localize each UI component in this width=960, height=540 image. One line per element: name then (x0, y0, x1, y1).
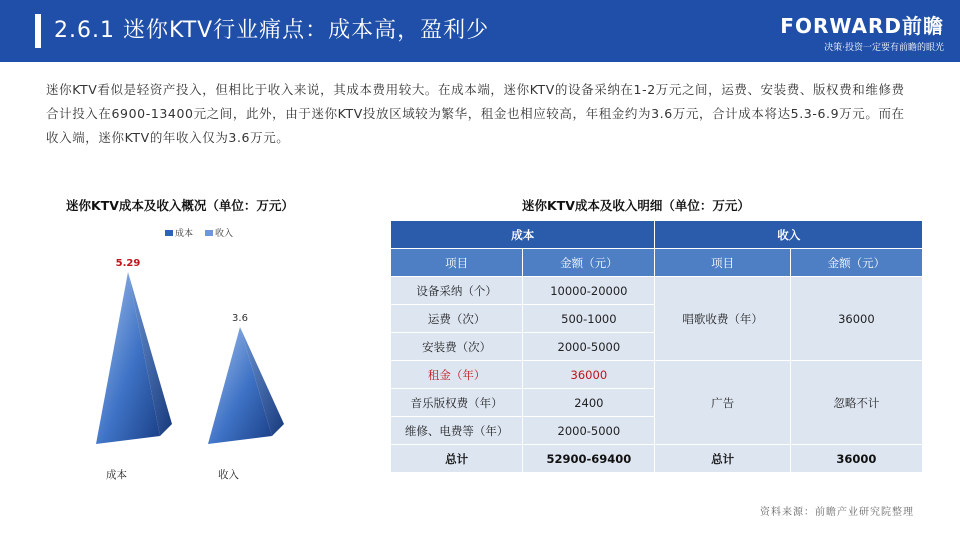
brand-logo: FORWARD前瞻 (780, 14, 944, 38)
brand-slogan: 决策·投资一定要有前瞻的眼光 (824, 43, 944, 53)
cost-amount: 500-1000 (523, 305, 655, 333)
title-accent-bar (35, 14, 41, 48)
col-item-income: 项目 (655, 249, 790, 277)
cost-item: 设备采纳（个） (391, 277, 523, 305)
income-total-value: 36000 (790, 445, 922, 473)
cost-income-table (390, 220, 923, 473)
cost-item-highlight: 租金（年） (391, 361, 523, 389)
table-title: 迷你KTV成本及收入明细（单位：万元） (522, 198, 750, 213)
cost-item: 维修、电费等（年） (391, 417, 523, 445)
cost-amount: 2000-5000 (523, 417, 655, 445)
legend-label: 收入 (215, 229, 234, 239)
brand-block (780, 10, 944, 53)
chart-title: 迷你KTV成本及收入概况（单位：万元） (66, 198, 294, 213)
data-label: 3.6 (232, 312, 248, 324)
data-label: 5.29 (115, 258, 141, 269)
income-header: 收入 (655, 221, 923, 249)
cost-item: 音乐版权费（年） (391, 389, 523, 417)
legend-label: 成本 (175, 229, 194, 239)
col-amount-cost: 金额（元） (523, 249, 655, 277)
col-item-cost: 项目 (391, 249, 523, 277)
page-title: 2.6.1 迷你KTV行业痛点：成本高，盈利少 (54, 18, 490, 43)
chart-legend (165, 227, 233, 239)
cost-header: 成本 (391, 221, 655, 249)
header-bar (0, 0, 960, 62)
category-label: 成本 (106, 469, 127, 481)
cost-item: 安装费（次） (391, 333, 523, 361)
income-total-label: 总计 (655, 445, 790, 473)
table-total-row (391, 445, 923, 473)
income-item: 唱歌收费（年） (655, 277, 790, 361)
legend-swatch (165, 230, 173, 236)
col-amount-income: 金额（元） (790, 249, 922, 277)
cost-amount: 10000-20000 (523, 277, 655, 305)
category-label: 收入 (218, 469, 239, 481)
intro-paragraph: 迷你KTV看似是轻资产投入，但相比于收入来说，其成本费用较大。在成本端，迷你KTV的设备采纳在1-2万元之间，运费、安装费、版权费和维修费合计投入在6900-13400元之间，此外，由于迷你KTV投放区域较为繁华，租金也相应较高，年租金约为3.6万元，合计成本将达5.3-6.9万元。而在收入端，迷你KTV的年收入仅为3.6万元。 (46, 82, 905, 145)
income-amount: 忽略不计 (790, 361, 922, 445)
income-amount: 36000 (790, 277, 922, 361)
cost-amount: 2400 (523, 389, 655, 417)
cost-amount: 2000-5000 (523, 333, 655, 361)
table-row (391, 277, 923, 305)
table-row (391, 361, 923, 389)
source-note: 资料来源：前瞻产业研究院整理 (760, 507, 914, 518)
cost-total-label: 总计 (391, 445, 523, 473)
cost-total-value: 52900-69400 (523, 445, 655, 473)
legend-swatch (205, 230, 213, 236)
cost-item: 运费（次） (391, 305, 523, 333)
pyramid-chart (60, 222, 300, 492)
cost-amount-highlight: 36000 (523, 361, 655, 389)
income-item: 广告 (655, 361, 790, 445)
